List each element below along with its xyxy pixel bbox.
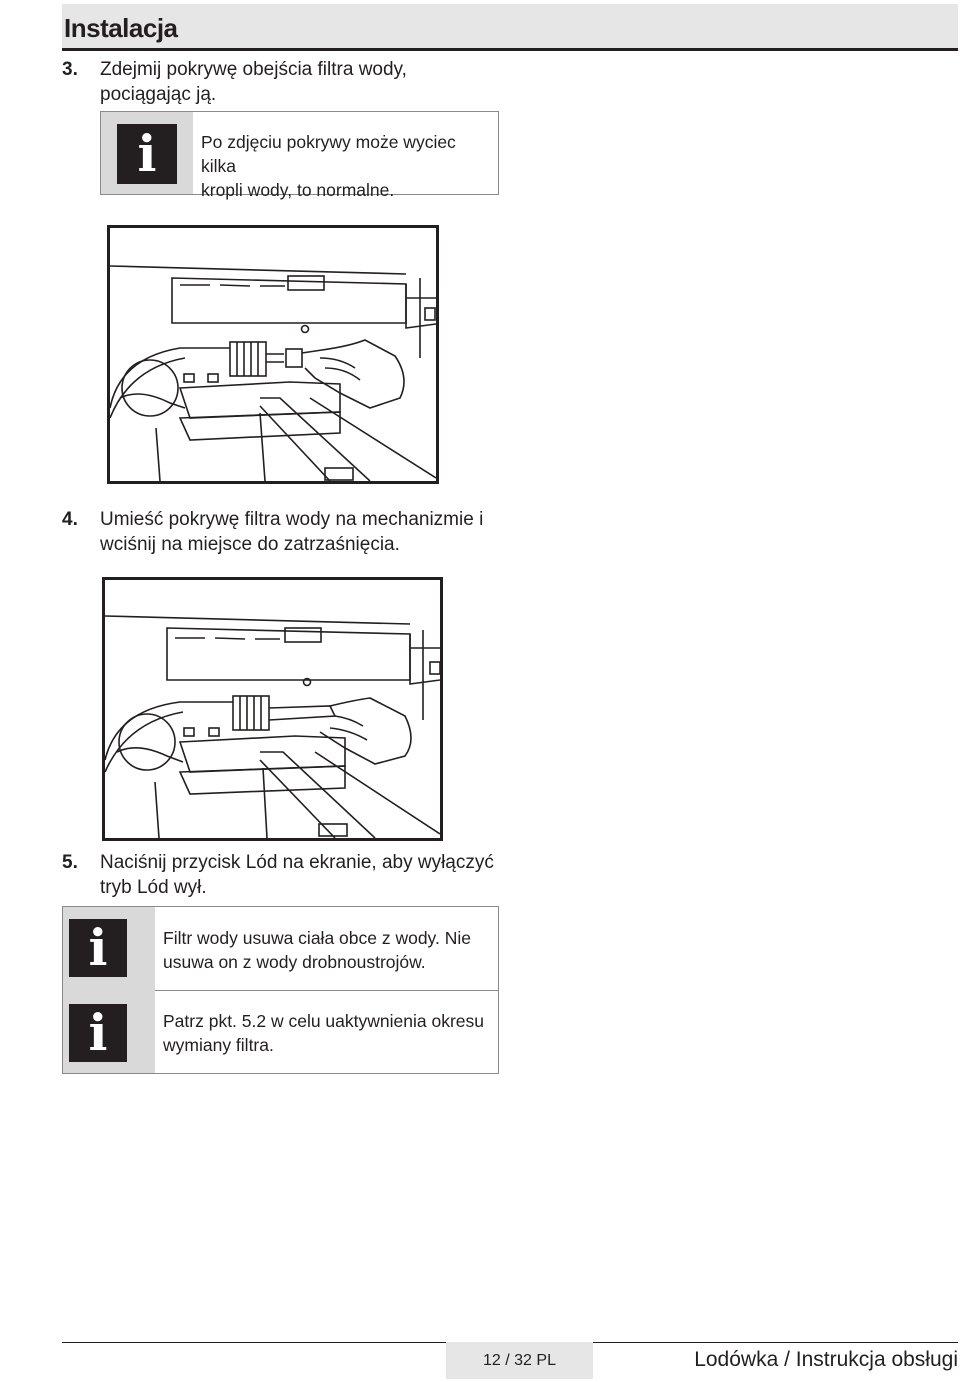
- info-notes-group: [62, 906, 499, 1074]
- step-3: [62, 57, 522, 109]
- info-icon: i: [69, 919, 127, 977]
- note-line: wymiany filtra.: [163, 1035, 274, 1055]
- step-line: wciśnij na miejsce do zatrzaśnięcia.: [100, 534, 400, 555]
- step-line: pociągając ją.: [100, 84, 217, 105]
- fridge-filter-diagram: [110, 228, 436, 481]
- document-title: Lodówka / Instrukcja obsługi: [694, 1348, 958, 1371]
- page-number: 12 / 32 PL: [446, 1342, 593, 1379]
- info-icon: i: [69, 1004, 127, 1062]
- note-icon-cell: [63, 907, 155, 1073]
- note-line: usuwa on z wody drobnoustrojów.: [163, 952, 426, 972]
- note-text: [201, 130, 493, 202]
- step-number: 3.: [62, 59, 78, 80]
- step-text: [100, 850, 520, 900]
- note-text: [163, 926, 493, 974]
- section-title: Instalacja: [64, 13, 178, 43]
- step-line: Umieść pokrywę filtra wody na mechanizmie i: [100, 509, 484, 530]
- note-text: [163, 1009, 493, 1057]
- fridge-filter-diagram: [105, 580, 440, 838]
- note-icon-cell: [101, 112, 193, 194]
- info-note-1: [100, 111, 499, 200]
- section-header: [62, 4, 958, 51]
- step-4: [62, 507, 522, 559]
- step-5: [62, 850, 522, 902]
- step-number: 4.: [62, 509, 78, 530]
- illustration-install-cover: [102, 577, 443, 841]
- note-line: Po zdjęciu pokrywy może wyciec kilka: [201, 132, 456, 176]
- step-number: 5.: [62, 852, 78, 873]
- step-line: Naciśnij przycisk Lód na ekranie, aby wyłączyć: [100, 852, 494, 873]
- note-line: Filtr wody usuwa ciała obce z wody. Nie: [163, 928, 471, 948]
- step-line: tryb Lód wył.: [100, 877, 207, 898]
- illustration-remove-cover: [107, 225, 439, 484]
- step-text: [100, 507, 520, 557]
- note-line: Patrz pkt. 5.2 w celu uaktywnienia okresu: [163, 1011, 484, 1031]
- note-line: kropli wody, to normalne.: [201, 180, 395, 200]
- note-divider: [155, 990, 498, 991]
- info-icon: i: [117, 124, 177, 184]
- step-text: [100, 57, 520, 107]
- step-line: Zdejmij pokrywę obejścia filtra wody,: [100, 59, 407, 80]
